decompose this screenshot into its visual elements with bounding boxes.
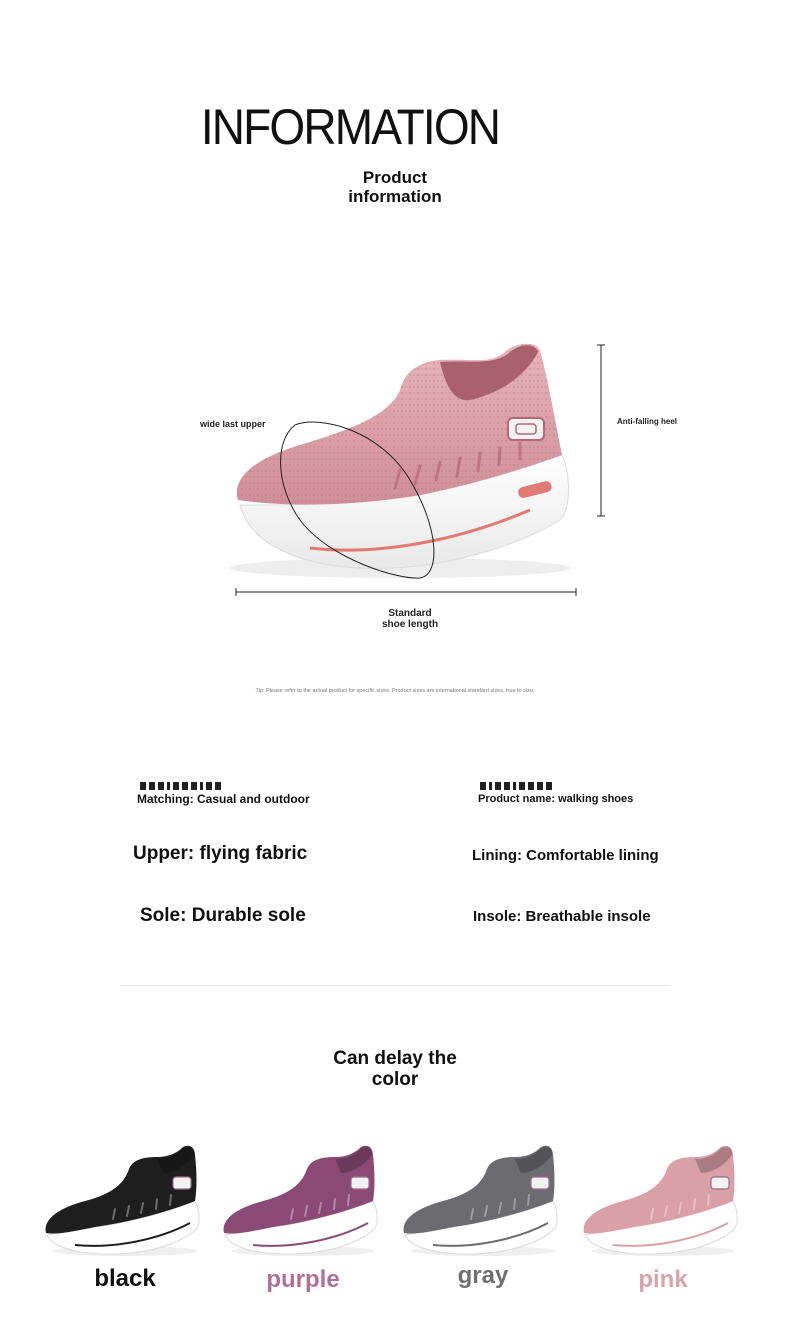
- shoe-pink-image: [583, 1143, 743, 1258]
- label-anti-falling-heel: Anti-falling heel: [617, 417, 677, 426]
- subtitle-line-2: information: [348, 187, 442, 206]
- colors-title-line-2: color: [371, 1069, 419, 1090]
- color-label-gray: gray: [457, 1262, 509, 1289]
- section-divider: [120, 985, 670, 986]
- subtitle-line-1: Product: [362, 168, 428, 187]
- colors-title: [295, 1048, 495, 1090]
- label-shoe-length: [340, 608, 480, 630]
- spec-matching: Matching: Casual and outdoor: [137, 792, 310, 806]
- page-title: INFORMATION: [200, 99, 500, 155]
- spec-product-name: Product name: walking shoes: [478, 793, 634, 805]
- shoe-gray-image: [403, 1143, 563, 1258]
- color-label-pink: pink: [638, 1266, 688, 1293]
- spec-insole: Insole: Breathable insole: [473, 908, 651, 925]
- shoe-purple-image: [223, 1143, 383, 1258]
- color-label-black: black: [94, 1265, 156, 1292]
- spec-sole: Sole: Durable sole: [140, 905, 306, 926]
- colors-title-line-1: Can delay the: [333, 1048, 457, 1069]
- cropped-text-fragment-2: [480, 782, 555, 790]
- spec-lining: Lining: Comfortable lining: [472, 847, 659, 864]
- label-wide-last-upper: wide last upper: [200, 419, 266, 429]
- length-line-1: Standard: [388, 608, 432, 619]
- size-tip: Tip: Please refer to the actual product for specific sizes. Product sizes are international standard sizes, true to size.: [255, 688, 535, 694]
- length-line-2: shoe length: [381, 619, 439, 630]
- spec-upper: Upper: flying fabric: [133, 843, 308, 864]
- shoe-black-image: [45, 1143, 205, 1258]
- cropped-text-fragment: [140, 782, 224, 790]
- color-label-purple: purple: [266, 1266, 340, 1293]
